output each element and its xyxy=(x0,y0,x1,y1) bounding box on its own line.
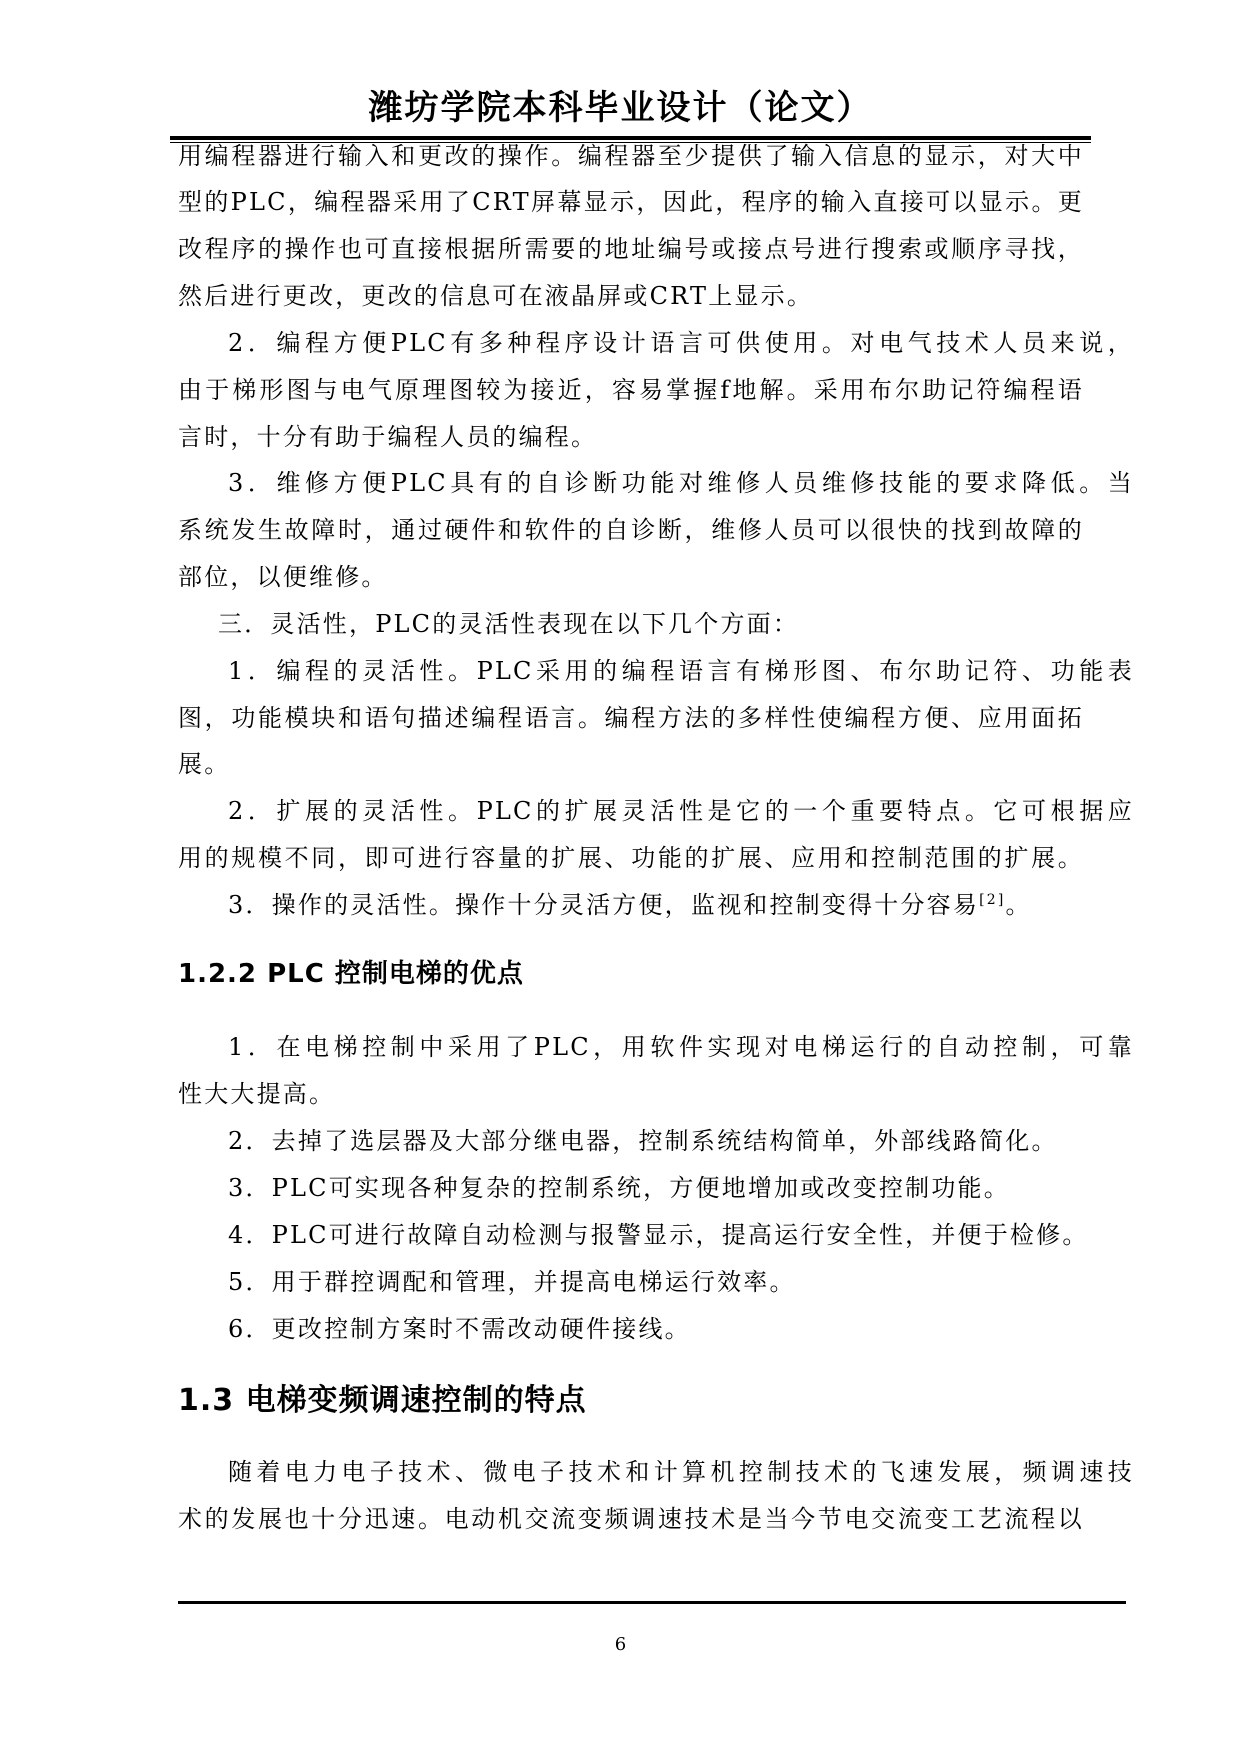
body-line: 改程序的操作也可直接根据所需要的地址编号或接点号进行搜索或顺序寻找， xyxy=(178,235,1084,263)
body-line xyxy=(178,889,1134,921)
body-line: 随着电力电子技术、微电子技术和计算机控制技术的飞速发展，频调速技 xyxy=(228,1458,1134,1486)
body-line: 用的规模不同，即可进行容量的扩展、功能的扩展、应用和控制范围的扩展。 xyxy=(178,844,1084,872)
body-line: 2．扩展的灵活性。PLC的扩展灵活性是它的一个重要特点。它可根据应 xyxy=(228,797,1134,825)
body-line: 型的PLC，编程器采用了CRT屏幕显示，因此，程序的输入直接可以显示。更 xyxy=(178,188,1084,216)
body-line: 然后进行更改，更改的信息可在液晶屏或CRT上显示。 xyxy=(178,282,814,310)
body-line: 用编程器进行输入和更改的操作。编程器至少提供了输入信息的显示，对大中 xyxy=(178,142,1084,170)
list-item: 5．用于群控调配和管理，并提高电梯运行效率。 xyxy=(228,1268,796,1296)
running-header-title: 潍坊学院本科毕业设计（论文） xyxy=(368,88,873,128)
list-item: 2．去掉了选层器及大部分继电器，控制系统结构简单，外部线路简化。 xyxy=(228,1127,1058,1155)
body-line: 3．维修方便PLC具有的自诊断功能对维修人员维修技能的要求降低。当 xyxy=(228,469,1134,497)
body-line-text: 3．操作的灵活性。操作十分灵活方便，监视和控制变得十分容易 xyxy=(228,891,980,919)
body-line: 由于梯形图与电气原理图较为接近，容易掌握f地解。采用布尔助记符编程语 xyxy=(178,376,1084,404)
page-number: 6 xyxy=(614,1634,627,1655)
body-line: 图，功能模块和语句描述编程语言。编程方法的多样性使编程方便、应用面拓 xyxy=(178,704,1084,732)
body-line: 言时，十分有助于编程人员的编程。 xyxy=(178,423,598,451)
list-item: 3．PLC可实现各种复杂的控制系统，方便地增加或改变控制功能。 xyxy=(228,1174,1010,1202)
body-line: 术的发展也十分迅速。电动机交流变频调速技术是当今节电交流变工艺流程以 xyxy=(178,1505,1084,1533)
section-heading-1-3: 1.3 电梯变频调速控制的特点 xyxy=(178,1383,587,1418)
body-line: 系统发生故障时，通过硬件和软件的自诊断，维修人员可以很快的找到故障的 xyxy=(178,516,1084,544)
body-line: 三．灵活性，PLC的灵活性表现在以下几个方面： xyxy=(218,610,800,638)
footer-rule xyxy=(178,1601,1126,1604)
list-item: 6．更改控制方案时不需改动硬件接线。 xyxy=(228,1315,691,1343)
list-item: 4．PLC可进行故障自动检测与报警显示，提高运行安全性，并便于检修。 xyxy=(228,1221,1089,1249)
body-line: 部位，以便维修。 xyxy=(178,563,388,591)
body-line: 展。 xyxy=(178,750,231,778)
body-line: 1．编程的灵活性。PLC采用的编程语言有梯形图、布尔助记符、功能表 xyxy=(228,657,1134,685)
list-item: 性大大提高。 xyxy=(178,1080,336,1108)
section-heading-1-2-2: 1.2.2 PLC 控制电梯的优点 xyxy=(178,959,524,989)
citation-marker: [2] xyxy=(979,892,1006,908)
body-line: 2．编程方便PLC有多种程序设计语言可供使用。对电气技术人员来说， xyxy=(228,329,1134,357)
body-line-tail: 。 xyxy=(1005,891,1032,919)
list-item: 1．在电梯控制中采用了PLC，用软件实现对电梯运行的自动控制，可靠 xyxy=(228,1033,1134,1061)
